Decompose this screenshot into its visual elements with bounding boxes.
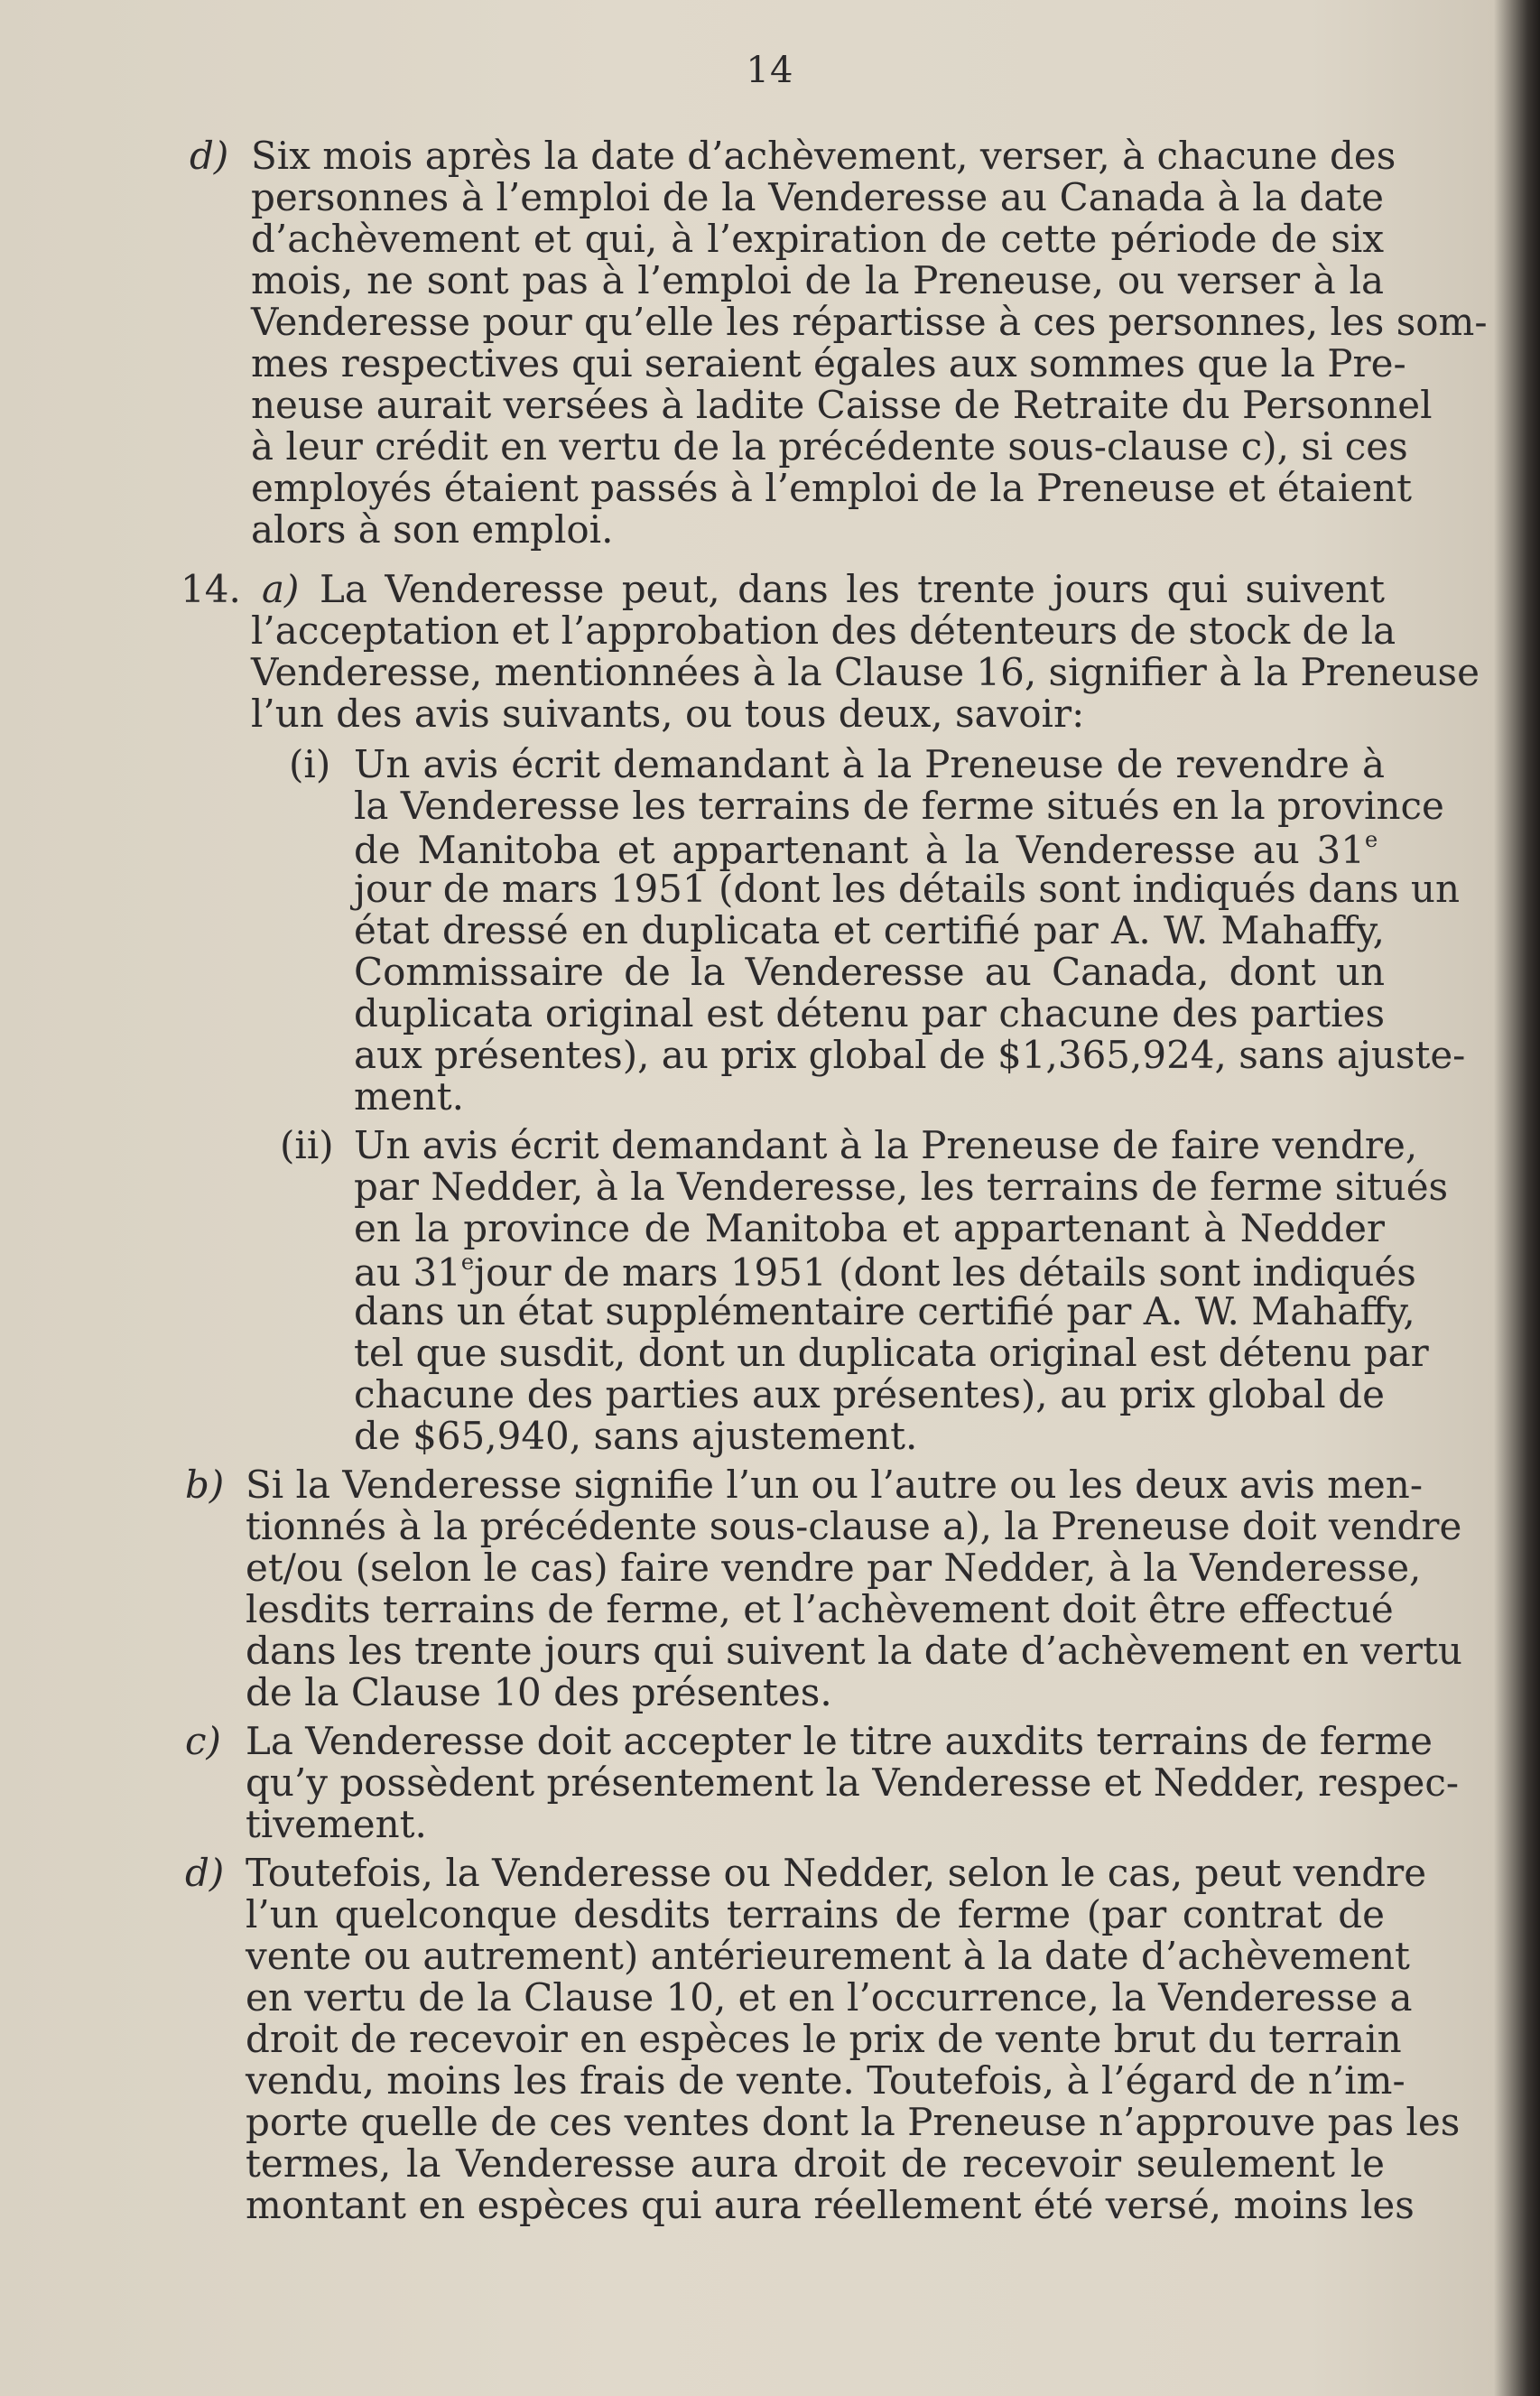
para-d2-line: vendu, moins les frais de vente. Toutefois, à l’égard de n’im- [246, 2058, 1405, 2103]
para-d1-line: Venderesse pour qu’elle les répartisse à ces personnes, les som- [251, 300, 1488, 344]
clause-14-label: a) [262, 567, 300, 611]
para-d2-line: l’un quelconque desdits terrains de ferme (par contrat de [246, 1892, 1385, 1936]
item-i-line: Un avis écrit demandant à la Preneuse de revendre à [354, 742, 1385, 786]
para-d1-line: Six mois après la date d’achèvement, verser, à chacune des [251, 134, 1396, 178]
para-d1-line: personnes à l’emploi de la Venderesse au Canada à la date [251, 175, 1384, 219]
item-ii-line: jour de mars 1951 (dont les détails sont indiqués [474, 1250, 1416, 1295]
para-d1-line: mes respectives qui seraient égales aux sommes que la Pre- [251, 341, 1406, 385]
item-ii-label: (ii) [280, 1123, 334, 1167]
para-b-line: tionnés à la précédente sous-clause a), la Preneuse doit vendre [246, 1504, 1462, 1548]
para-d2-line: Toutefois, la Venderesse ou Nedder, selon le cas, peut vendre [246, 1851, 1427, 1895]
superscript: e [1365, 827, 1378, 852]
item-ii-line: tel que susdit, dont un duplicata original est détenu par [354, 1331, 1429, 1375]
clause-14-line: l’acceptation et l’approbation des détenteurs de stock de la [251, 608, 1396, 653]
para-d2-line: droit de recevoir en espèces le prix de vente brut du terrain [246, 2017, 1402, 2061]
para-c-line: La Venderesse doit accepter le titre auxdits terrains de ferme [246, 1719, 1433, 1763]
item-i-line: état dressé en duplicata et certifié par A. W. Mahaffy, [354, 908, 1385, 952]
para-d1-line: alors à son emploi. [251, 507, 614, 552]
item-ii-line: dans un état supplémentaire certifié par A. W. Mahaffy, [354, 1289, 1415, 1333]
para-d2-line: en vertu de la Clause 10, et en l’occurrence, la Venderesse a [246, 1975, 1413, 2020]
para-c-label: c) [185, 1719, 221, 1763]
para-d2-label: d) [185, 1851, 225, 1895]
item-i-line: jour de mars 1951 (dont les détails sont indiqués dans un [354, 867, 1461, 911]
item-i-line: aux présentes), au prix global de $1,365,924, sans ajuste- [354, 1033, 1466, 1077]
para-d2-line: termes, la Venderesse aura droit de recevoir seulement le [246, 2141, 1385, 2186]
para-d1-line: employés étaient passés à l’emploi de la Preneuse et étaient [251, 466, 1413, 510]
para-d2-line: vente ou autrement) antérieurement à la date d’achèvement [246, 1934, 1410, 1978]
para-d1-line: neuse aurait versées à ladite Caisse de Retraite du Personnel [251, 383, 1433, 427]
item-i-line: ment. [354, 1074, 464, 1119]
para-c-line: tivement. [246, 1802, 427, 1846]
para-d1-line: mois, ne sont pas à l’emploi de la Preneuse, ou verser à la [251, 258, 1384, 302]
para-b-line: et/ou (selon le cas) faire vendre par Nedder, à la Venderesse, [246, 1546, 1422, 1590]
para-d2-line: porte quelle de ces ventes dont la Preneuse n’approuve pas les [246, 2100, 1461, 2144]
item-i-line: Commissaire de la Venderesse au Canada, dont un [354, 950, 1385, 994]
item-i-line-with-sup [354, 827, 1385, 872]
para-b-line: lesdits terrains de ferme, et l’achèvement doit être effectué [246, 1587, 1394, 1631]
item-i-line: la Venderesse les terrains de ferme situés en la province [354, 784, 1444, 828]
clause-14-number: 14. [181, 567, 241, 611]
item-ii-line: au 31 [354, 1250, 461, 1295]
para-b-line: dans les trente jours qui suivent la date d’achèvement en vertu [246, 1629, 1462, 1673]
item-ii-line: en la province de Manitoba et appartenant à Nedder [354, 1206, 1385, 1250]
superscript: e [460, 1249, 475, 1275]
item-ii-line: Un avis écrit demandant à la Preneuse de faire vendre, [354, 1123, 1418, 1167]
para-b-label: b) [185, 1463, 225, 1507]
clause-14-line: Venderesse, mentionnées à la Clause 16, signifier à la Preneuse [251, 650, 1480, 694]
item-ii-line: par Nedder, à la Venderesse, les terrains de ferme situés [354, 1165, 1449, 1209]
para-d1-label: d) [190, 134, 229, 178]
para-d1-line: à leur crédit en vertu de la précédente sous-clause c), si ces [251, 424, 1408, 469]
item-i-line: de Manitoba et appartenant à la Venderesse au 31 [354, 828, 1365, 872]
item-ii-line-with-sup [354, 1249, 1416, 1295]
para-b-line: de la Clause 10 des présentes. [246, 1670, 832, 1714]
para-d1-line: d’achèvement et qui, à l’expiration de cette période de six [251, 217, 1384, 261]
item-i-label: (i) [289, 742, 331, 786]
para-c-line: qu’y possèdent présentement la Venderesse et Nedder, respec- [246, 1760, 1460, 1805]
item-ii-line: de $65,940, sans ajustement. [354, 1414, 918, 1458]
item-i-line: duplicata original est détenu par chacune des parties [354, 991, 1385, 1035]
item-ii-line: chacune des parties aux présentes), au prix global de [354, 1372, 1385, 1416]
clause-14-line: La Venderesse peut, dans les trente jours qui suivent [320, 567, 1385, 611]
para-b-line: Si la Venderesse signifie l’un ou l’autre ou les deux avis men- [246, 1463, 1424, 1507]
para-d2-line: montant en espèces qui aura réellement été versé, moins les [246, 2183, 1415, 2227]
clause-14-line: l’un des avis suivants, ou tous deux, savoir: [251, 692, 1085, 736]
page-number: 14 [746, 50, 794, 91]
